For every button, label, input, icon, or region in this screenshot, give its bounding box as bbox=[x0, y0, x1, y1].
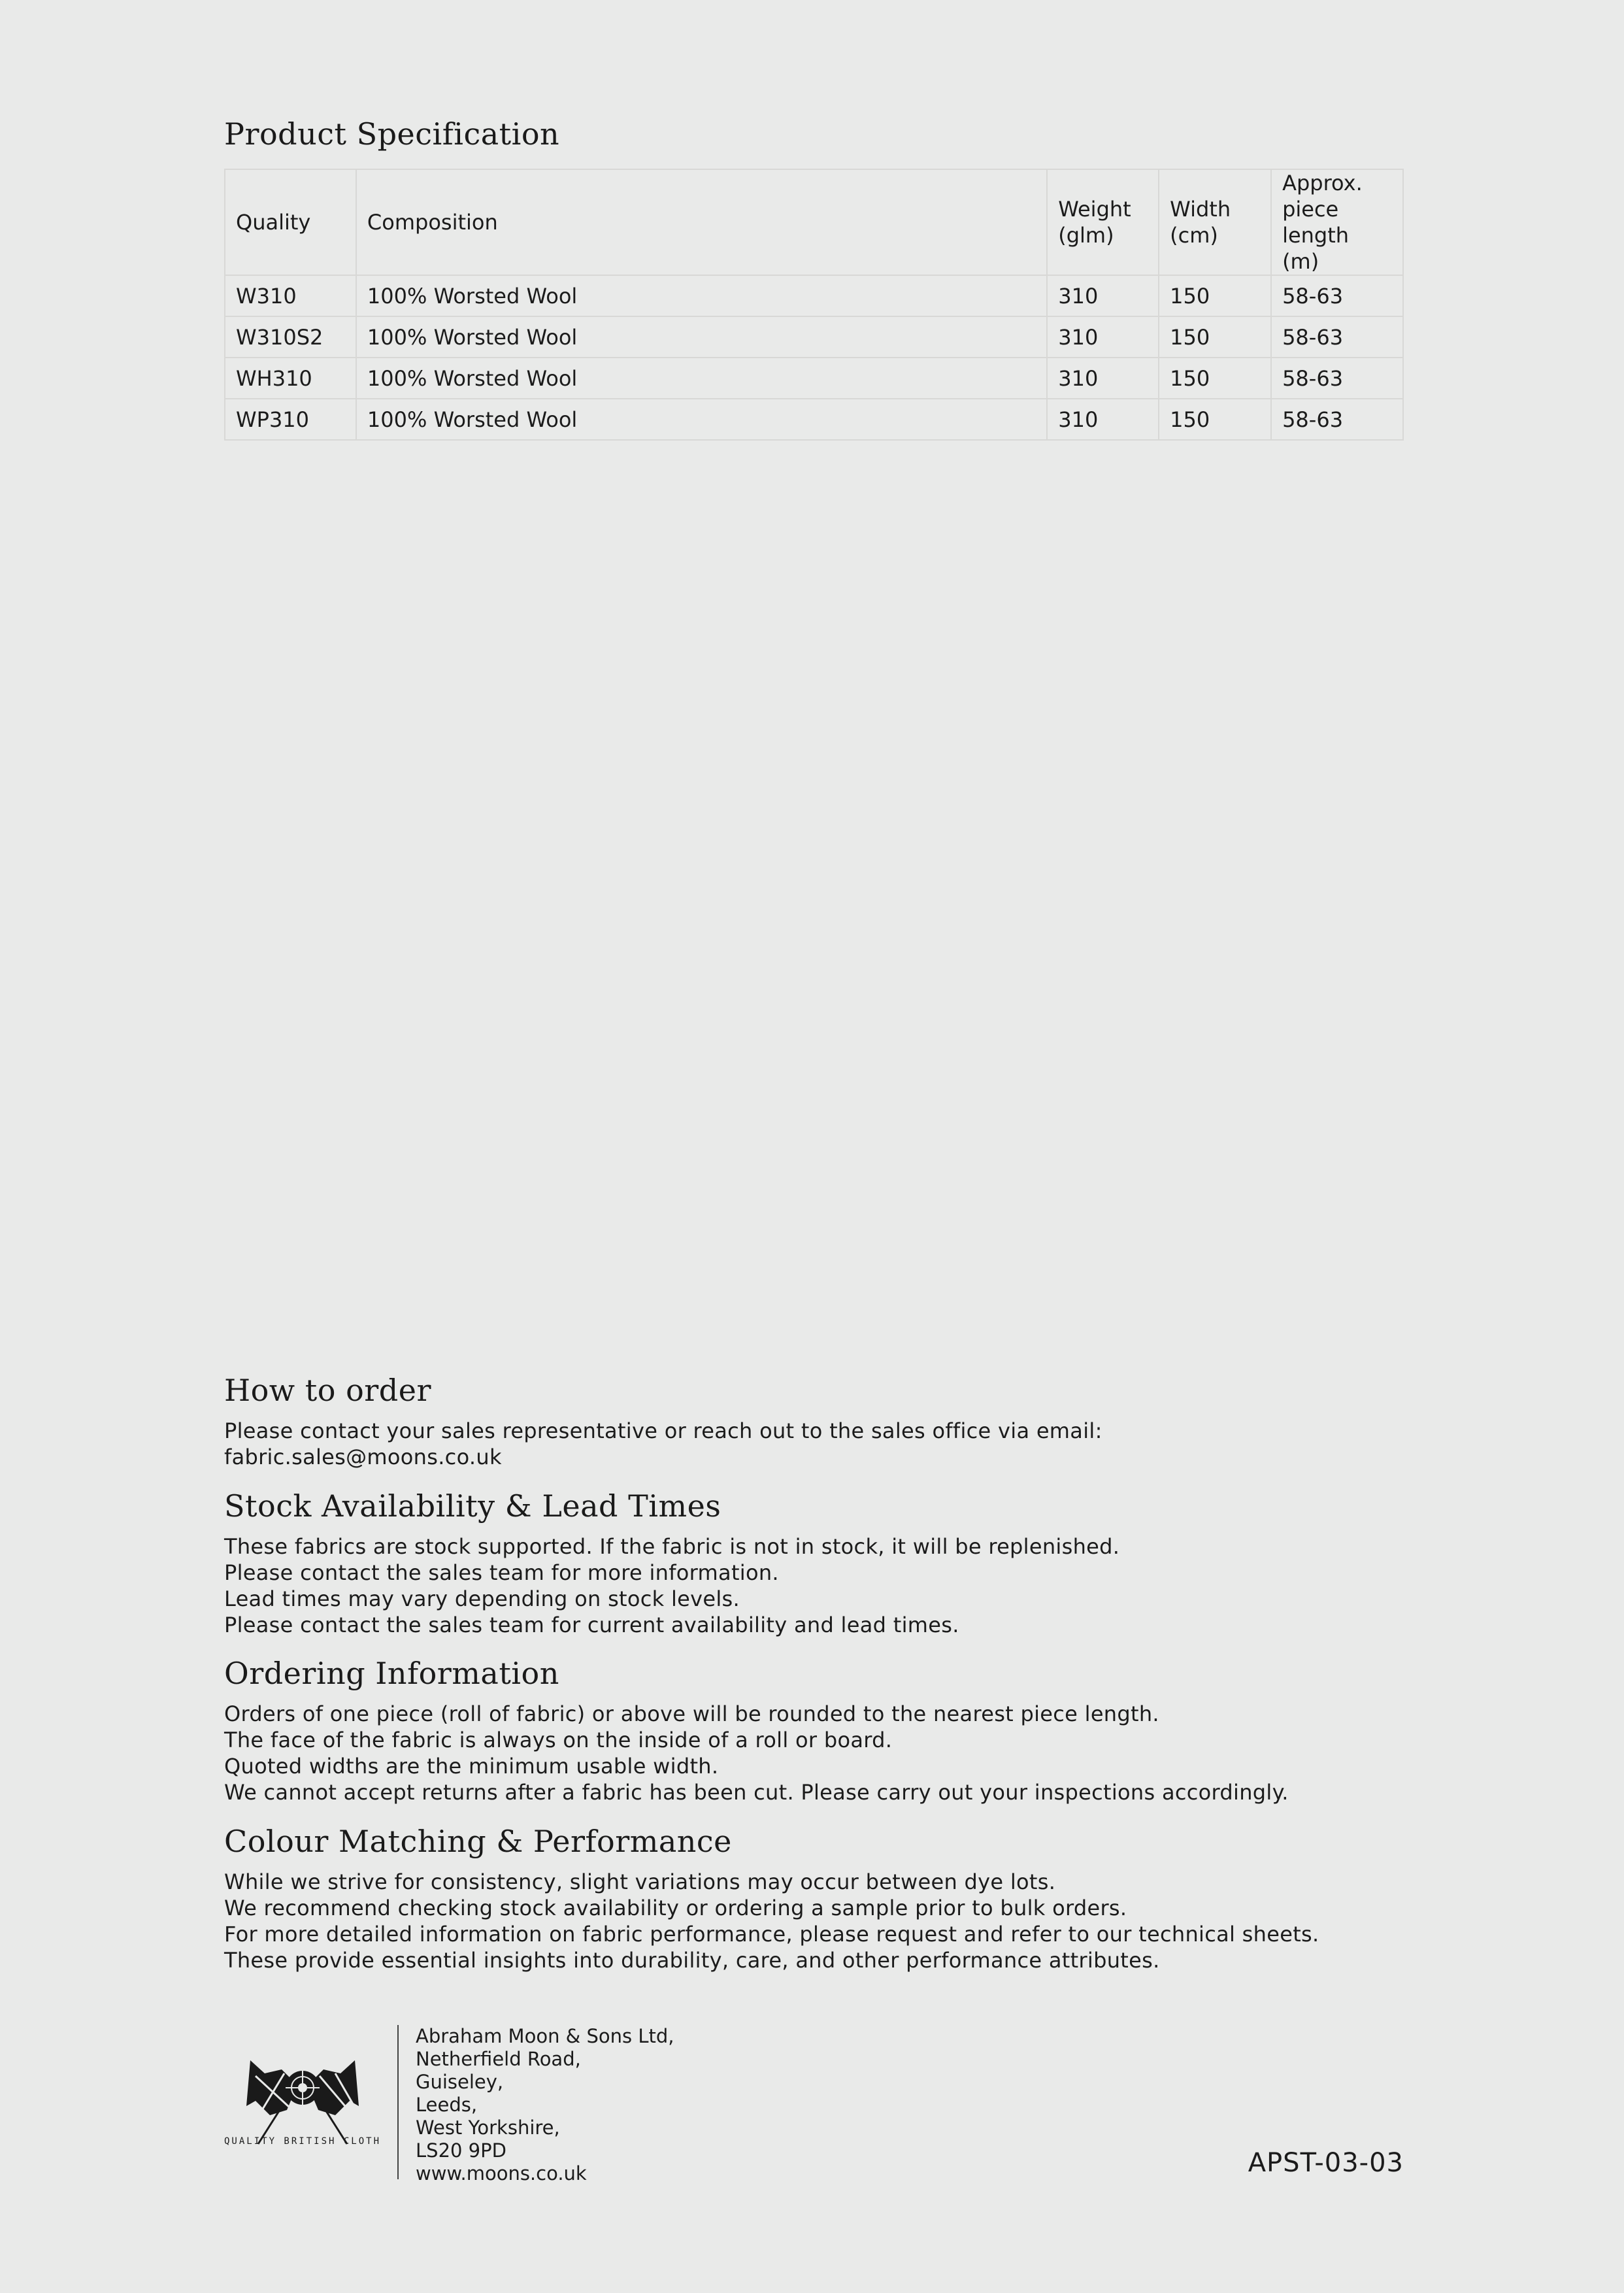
address-line: LS20 9PD bbox=[416, 2139, 506, 2162]
table-row bbox=[225, 399, 1403, 440]
stock-title: Stock Availability & Lead Times bbox=[224, 1488, 721, 1524]
cell-piece-length: 58-63 bbox=[1271, 358, 1403, 399]
cell-width: 150 bbox=[1159, 358, 1271, 399]
cell-piece-length: 58-63 bbox=[1271, 275, 1403, 316]
cell-width: 150 bbox=[1159, 316, 1271, 358]
address-line: Netherfield Road, bbox=[416, 2048, 581, 2070]
cell-weight: 310 bbox=[1047, 358, 1159, 399]
stock-text bbox=[224, 1533, 1119, 1638]
address-line: Guiseley, bbox=[416, 2071, 504, 2093]
cell-quality: W310 bbox=[225, 275, 356, 316]
footer bbox=[224, 2025, 1404, 2184]
table-row bbox=[225, 358, 1403, 399]
header-width: Width (cm) bbox=[1159, 169, 1271, 275]
cell-composition: 100% Worsted Wool bbox=[356, 316, 1047, 358]
cell-weight: 310 bbox=[1047, 275, 1159, 316]
colour-line: We recommend checking stock availability or ordering a sample prior to bulk orders. bbox=[224, 1896, 1127, 1920]
ordering-text bbox=[224, 1701, 1289, 1805]
website-link[interactable]: www.moons.co.uk bbox=[416, 2162, 587, 2184]
cell-piece-length: 58-63 bbox=[1271, 399, 1403, 440]
stock-line: These fabrics are stock supported. If the fabric is not in stock, it will be replenished. bbox=[224, 1534, 1120, 1559]
header-piece-length: Approx. piece length (m) bbox=[1271, 169, 1403, 275]
cell-piece-length: 58-63 bbox=[1271, 316, 1403, 358]
ordering-line: Orders of one piece (roll of fabric) or above will be rounded to the nearest piece length. bbox=[224, 1701, 1159, 1726]
footer-divider bbox=[397, 2025, 399, 2179]
address-line: Abraham Moon & Sons Ltd, bbox=[416, 2025, 674, 2047]
ordering-line: The face of the fabric is always on the inside of a roll or board. bbox=[224, 1728, 893, 1752]
ordering-title: Ordering Information bbox=[224, 1656, 559, 1691]
document-reference: APST-03-03 bbox=[1248, 2148, 1404, 2178]
cell-quality: WP310 bbox=[225, 399, 356, 440]
address-line: Leeds, bbox=[416, 2094, 478, 2116]
stock-line: Lead times may vary depending on stock levels. bbox=[224, 1586, 740, 1611]
spec-title: Product Specification bbox=[224, 116, 560, 152]
cell-composition: 100% Worsted Wool bbox=[356, 275, 1047, 316]
company-address bbox=[416, 2025, 674, 2185]
address-line: West Yorkshire, bbox=[416, 2117, 560, 2139]
how-to-order-line: Please contact your sales representative or reach out to the sales office via email: bbox=[224, 1418, 1102, 1443]
how-to-order-title: How to order bbox=[224, 1373, 431, 1408]
table-header-row bbox=[225, 169, 1403, 275]
colour-title: Colour Matching & Performance bbox=[224, 1824, 732, 1859]
how-to-order-text bbox=[224, 1418, 1102, 1470]
cell-width: 150 bbox=[1159, 275, 1271, 316]
cell-quality: W310S2 bbox=[225, 316, 356, 358]
stock-line: Please contact the sales team for current availability and lead times. bbox=[224, 1613, 959, 1637]
colour-line: While we strive for consistency, slight variations may occur between dye lots. bbox=[224, 1869, 1056, 1894]
header-composition: Composition bbox=[356, 169, 1047, 275]
cell-composition: 100% Worsted Wool bbox=[356, 358, 1047, 399]
stock-line: Please contact the sales team for more information. bbox=[224, 1560, 779, 1585]
cell-quality: WH310 bbox=[225, 358, 356, 399]
sales-email-link[interactable]: fabric.sales@moons.co.uk bbox=[224, 1445, 502, 1469]
header-weight: Weight (glm) bbox=[1047, 169, 1159, 275]
ordering-line: Quoted widths are the minimum usable width. bbox=[224, 1754, 719, 1779]
ordering-line: We cannot accept returns after a fabric has been cut. Please carry out your inspections accordingly. bbox=[224, 1780, 1289, 1805]
cell-composition: 100% Worsted Wool bbox=[356, 399, 1047, 440]
spec-table bbox=[224, 169, 1404, 441]
logo-tagline: QUALITY BRITISH CLOTH bbox=[224, 2136, 382, 2147]
cell-weight: 310 bbox=[1047, 399, 1159, 440]
table-row bbox=[225, 316, 1403, 358]
colour-line: For more detailed information on fabric performance, please request and refer to our technical sheets. bbox=[224, 1922, 1319, 1947]
colour-line: These provide essential insights into durability, care, and other performance attributes. bbox=[224, 1948, 1160, 1973]
cell-width: 150 bbox=[1159, 399, 1271, 440]
cell-weight: 310 bbox=[1047, 316, 1159, 358]
header-quality: Quality bbox=[225, 169, 356, 275]
table-row bbox=[225, 275, 1403, 316]
colour-text bbox=[224, 1869, 1319, 1973]
